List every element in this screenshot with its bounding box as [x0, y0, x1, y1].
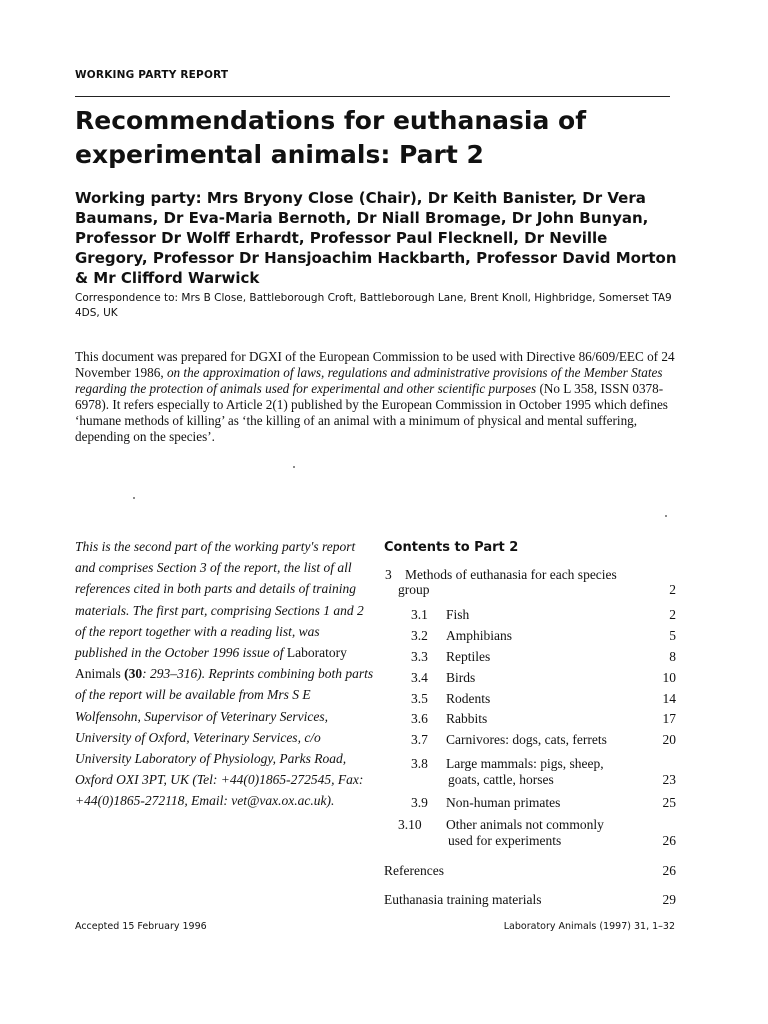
toc-references: References [384, 863, 444, 878]
intro-note [75, 536, 375, 812]
abstract-text-2: (No L 358, ISSN 0378-6978). It refers especially to Article 2(1) published by the European Commission in October 1995 which defines ‘humane methods of killing’ as ‘the killing of an animal with a minimum of physical and mental suffering, depending on the species’. [75, 381, 668, 445]
toc-item-number: 3.4 [411, 670, 428, 685]
abstract [75, 349, 675, 446]
toc-training-page: 29 [662, 892, 676, 907]
section-label: WORKING PARTY REPORT [75, 69, 229, 81]
toc-item-label: Large mammals: pigs, sheep, [446, 756, 604, 771]
toc-item-number: 3.5 [411, 691, 428, 706]
toc-item-page: 5 [669, 628, 676, 643]
toc-item-page: 8 [669, 649, 676, 664]
contents-heading: Contents to Part 2 [384, 540, 519, 555]
toc-item-page: 26 [662, 833, 676, 848]
toc-item-label: Reptiles [446, 649, 491, 664]
abstract-text-1: This document was prepared for DGXI of the European Commission to be used with Directive 86/609/EEC of 24 November 1986, [75, 349, 675, 381]
toc-item-label: Rodents [446, 691, 491, 706]
toc-item-page: 2 [669, 607, 676, 622]
toc-section-page: 2 [669, 582, 676, 597]
toc-item-page: 10 [662, 670, 676, 685]
toc-item-number: 3.10 [398, 817, 422, 832]
toc-training-materials: Euthanasia training materials [384, 892, 542, 907]
journal-volume: (30 [124, 666, 143, 682]
toc-references-page: 26 [662, 863, 676, 878]
abstract-directive-title: on the approximation of laws, regulations and administrative provisions of the Member States regarding the protection of animals used for experimental and other scientific purposes [75, 365, 663, 397]
journal-citation: Laboratory Animals (1997) 31, 1–32 [503, 921, 675, 932]
header-rule [75, 96, 670, 97]
toc-item-page: 20 [662, 732, 676, 747]
toc-section-title-cont: group [398, 582, 430, 597]
article-title: Recommendations for euthanasia of experimental animals: Part 2 [75, 106, 587, 169]
toc-item-label: Other animals not commonly [446, 817, 604, 832]
toc-item-page: 23 [662, 772, 676, 787]
scan-speck [293, 466, 295, 468]
scan-speck [133, 497, 135, 499]
toc-item-number: 3.6 [411, 711, 428, 726]
working-party-authors: Working party: Mrs Bryony Close (Chair), Dr Keith Banister, Dr Vera Baumans, Dr Eva-Maria Bernoth, Dr Niall Bromage, Dr John Bunyan, Professor Dr Wolff Erhardt, Professor Paul Flecknell, Dr Neville Gregory, Professor Dr Hansjoachim Hackbarth, Professor David Morton & Mr Clifford Warwick [75, 189, 677, 287]
toc-item-label: Birds [446, 670, 476, 685]
scan-speck [665, 515, 667, 517]
toc-section-number: 3 [385, 567, 392, 582]
toc-item-label: Amphibians [446, 628, 512, 643]
toc-item-label: Rabbits [446, 711, 488, 726]
toc-item-number: 3.9 [411, 795, 428, 810]
toc-item-number: 3.3 [411, 649, 428, 664]
toc-item-label: Fish [446, 607, 470, 622]
toc-item-number: 3.2 [411, 628, 428, 643]
intro-note-text-2: : 293–316). Reprints combining both parts of the report will be available from Mrs S E Wolfensohn, Supervisor of Veterinary Services, University of Oxford, Veterinary Services, c/o University Laboratory of Physiology, Parks Road, Oxford OXI 3PT, UK (Tel: +44(0)1865-272545, Fax: +44(0)1865-272118, Email: vet@vax.ox.ac.uk). [75, 666, 374, 809]
toc-item-page: 14 [662, 691, 676, 706]
toc-item-label: Non-human primates [446, 795, 561, 810]
toc-item-page: 25 [662, 795, 676, 810]
intro-note-text: This is the second part of the working party's report and comprises Section 3 of the report, the list of all references cited in both parts and details of training materials. The first part, comprising Sections 1 and 2 of the report together with a reading list, was published in the October 1996 issue of [75, 539, 364, 661]
toc-item-label-cont: goats, cattle, horses [448, 772, 554, 787]
journal-name: Laboratory Animals [75, 645, 347, 682]
toc-item-number: 3.1 [411, 607, 428, 622]
accepted-date: Accepted 15 February 1996 [75, 921, 207, 932]
correspondence-address: Correspondence to: Mrs B Close, Battleborough Croft, Battleborough Lane, Brent Knoll, Highbridge, Somerset TA9 4DS, UK [75, 292, 672, 319]
toc-section-title: Methods of euthanasia for each species [405, 567, 617, 582]
toc-item-number: 3.7 [411, 732, 428, 747]
toc-item-label: Carnivores: dogs, cats, ferrets [446, 732, 607, 747]
toc-item-number: 3.8 [411, 756, 428, 771]
toc-item-page: 17 [662, 711, 676, 726]
toc-item-label-cont: used for experiments [448, 833, 562, 848]
